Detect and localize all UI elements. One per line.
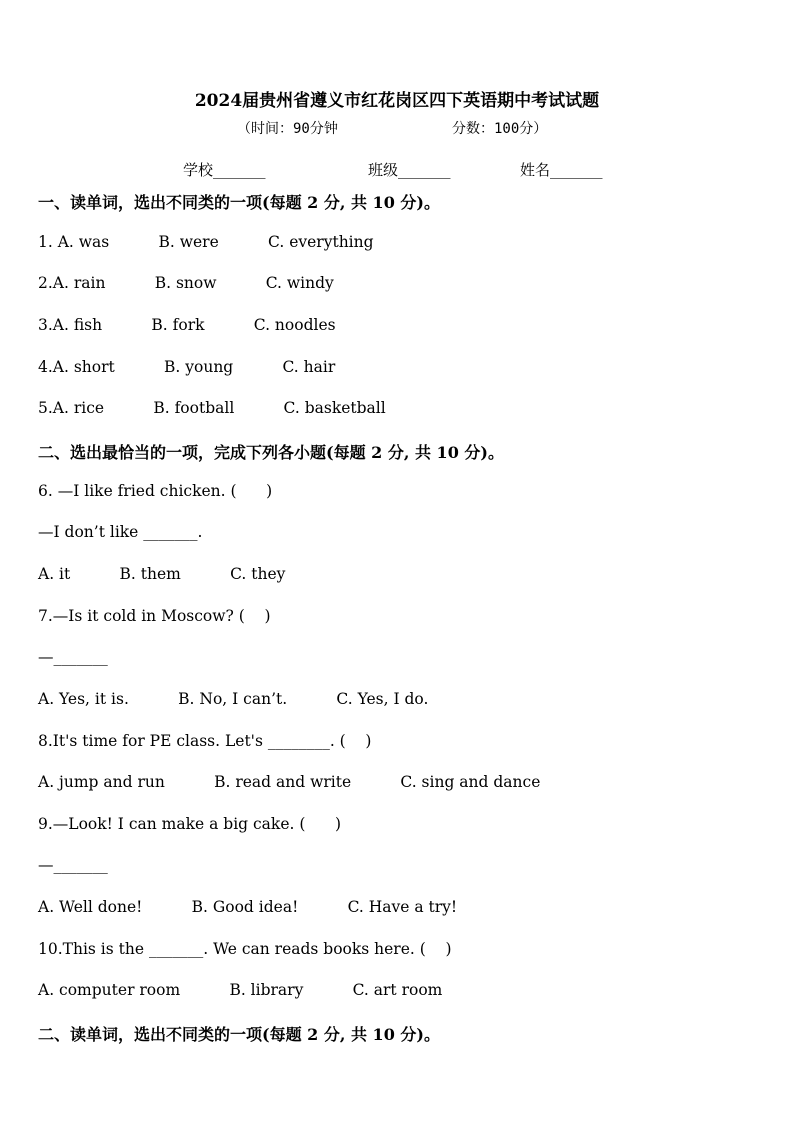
question-line: 6. —I like fried chicken. ( ) [38, 482, 273, 500]
question-line: 9.—Look! I can make a big cake. ( ) [38, 815, 341, 833]
question-line: A. it B. them C. they [38, 565, 286, 583]
question-line: A. Well done! B. Good idea! C. Have a try! [38, 898, 458, 916]
question-line: A. jump and run B. read and write C. sing and dance [38, 773, 541, 791]
question-line: 1. A. was B. were C. everything [38, 233, 374, 251]
section-heading: 二、读单词，选出不同类的一项(每题 2 分, 共 10 分)。 [38, 1025, 440, 1044]
question-line: —_______ [38, 648, 108, 666]
question-line: A. computer room B. library C. art room [38, 981, 443, 999]
question-line: —I don’t like _______. [38, 523, 203, 541]
question-line: 7.—Is it cold in Moscow? ( ) [38, 607, 271, 625]
question-line: 3.A. fish B. fork C. noodles [38, 316, 336, 334]
section-heading: 一、读单词，选出不同类的一项(每题 2 分, 共 10 分)。 [38, 193, 440, 212]
school-field: 学校_______ [183, 161, 266, 179]
question-line: A. Yes, it is. B. No, I can’t. C. Yes, I do. [38, 690, 429, 708]
question-line: —_______ [38, 856, 108, 874]
exam-time: （时间：90分钟 [237, 121, 338, 137]
name-field: 姓名_______ [520, 161, 603, 179]
question-line: 8.It's time for PE class. Let's ________. ( ) [38, 732, 372, 750]
section-heading: 二、选出最恰当的一项，完成下列各小题(每题 2 分, 共 10 分)。 [38, 443, 504, 462]
question-line: 4.A. short B. young C. hair [38, 358, 336, 376]
question-line: 10.This is the _______. We can reads books here. ( ) [38, 940, 452, 958]
question-line: 5.A. rice B. football C. basketball [38, 399, 386, 417]
exam-title: 2024届贵州省遵义市红花岗区四下英语期中考试试题 [194, 91, 600, 111]
class-field: 班级_______ [368, 161, 451, 179]
question-line: 2.A. rain B. snow C. windy [38, 274, 334, 292]
exam-score: 分数：100分） [452, 121, 548, 137]
